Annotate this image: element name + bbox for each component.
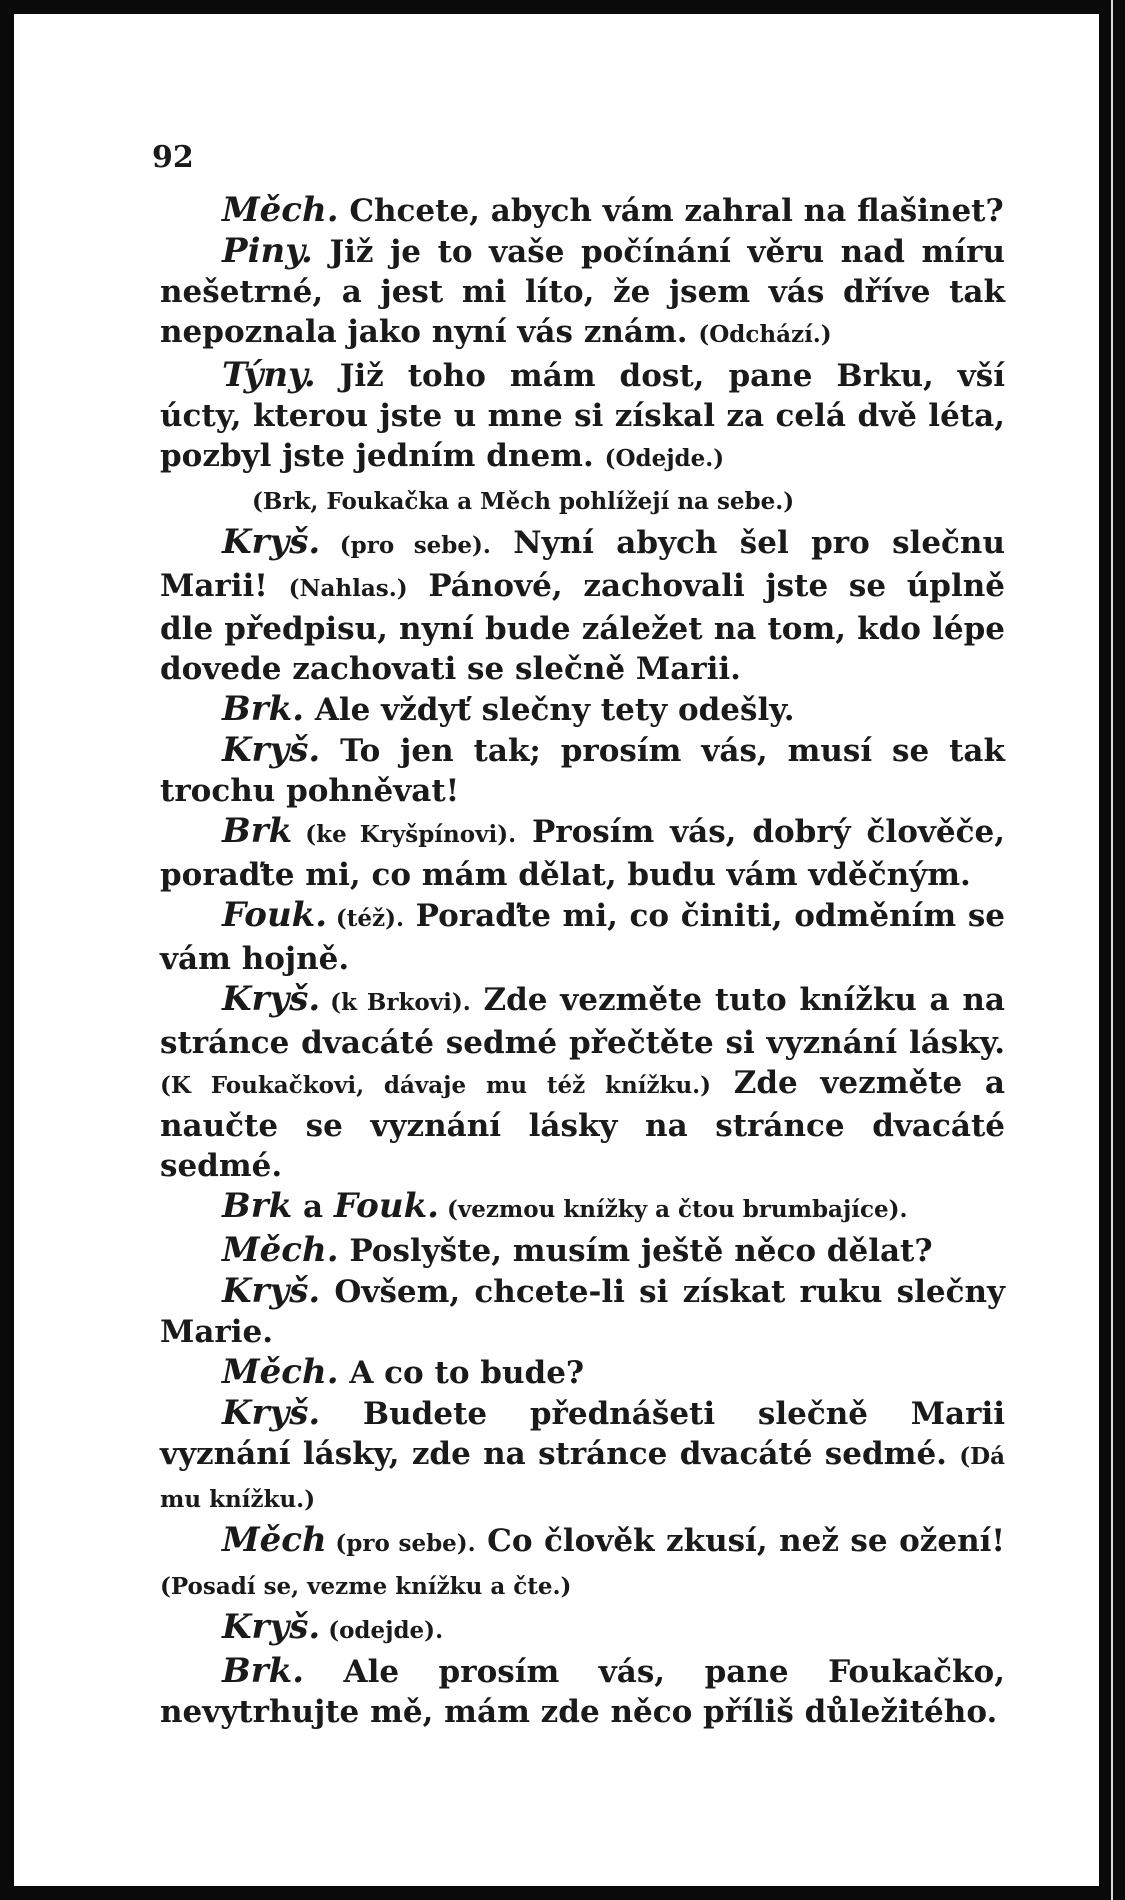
dialogue-text: Prosím vás, dobrý člověče, poraďte mi, co mám dělat, budu vám vděčným. — [160, 814, 1005, 893]
dialogue-text: Již je to vaše počínání věru nad míru nešetrné, a jest mi líto, že jsem vás dříve tak nepoznala jako nyní vás znám. — [160, 234, 1005, 350]
dialogue-text: Ale prosím vás, pane Foukačko, nevytrhujte mě, mám zde něco příliš důležitého. — [160, 1654, 1005, 1730]
dialogue-text: Poraďte mi, co činiti, odměním se vám hojně. — [160, 898, 1005, 977]
dialogue-paragraph — [160, 190, 1005, 231]
page-number: 92 — [152, 140, 194, 175]
dialogue-text: A co to bude? — [338, 1355, 585, 1391]
speaker-name: Měch — [222, 1520, 327, 1560]
dialogue-text: Ale vždyť slečny tety odešly. — [304, 692, 795, 728]
stage-direction: (Nahlas.) — [288, 575, 408, 602]
dialogue-paragraph — [160, 231, 1005, 355]
speaker-name: Brk. — [222, 689, 305, 729]
stage-direction: (Dá mu knížku.) — [160, 1443, 1005, 1513]
dialogue-text: Ovšem, chcete-li si získat ruku slečny Marie. — [160, 1274, 1005, 1350]
dialogue-paragraph — [160, 355, 1005, 479]
dialogue-text: Zde vezměte a naučte se vyznání lásky na stránce dvacáté sedmé. — [160, 1065, 1005, 1184]
stage-direction: (odejde). — [320, 1617, 444, 1644]
dialogue-text: Poslyšte, musím ještě něco dělat? — [338, 1233, 933, 1269]
stage-direction: (Posadí se, vezme knížku a čte.) — [160, 1573, 572, 1600]
stage-direction: (K Foukačkovi, dávaje mu též knížku.) — [160, 1072, 712, 1099]
stage-direction: (Odchází.) — [698, 321, 832, 348]
dialogue-paragraph — [160, 1271, 1005, 1352]
dialogue-paragraph — [160, 1607, 1005, 1651]
dialogue-paragraph — [160, 1352, 1005, 1393]
dialogue-paragraph — [160, 730, 1005, 811]
dialogue-paragraph — [160, 1230, 1005, 1271]
speaker-name: Brk — [222, 811, 293, 851]
speaker-name: Měch. — [222, 1230, 339, 1270]
dialogue-text: Co člověk zkusí, než se ožení! — [475, 1523, 1006, 1559]
play-text — [160, 190, 1005, 1732]
dialogue-paragraph — [160, 895, 1005, 979]
dialogue-text: Nyní abych šel pro slečnu Marii! — [160, 525, 1006, 604]
stage-direction: (Odejde.) — [604, 445, 725, 472]
speaker-name: Kryš. — [222, 1271, 321, 1311]
dialogue-paragraph — [160, 522, 1005, 689]
speaker-name: Fouk. — [222, 895, 328, 935]
dialogue-paragraph — [160, 811, 1005, 895]
stage-direction-line — [160, 479, 1005, 522]
dialogue-text: a — [292, 1189, 334, 1225]
dialogue-text: Již toho mám dost, pane Brku, vší úcty, kterou jste u mne si získal za celá dvě léta, pozbyl jste jedním dnem. — [160, 358, 1005, 474]
stage-direction: (Brk, Foukačka a Měch pohlížejí na sebe.) — [252, 488, 795, 515]
dialogue-text: Chcete, abych vám zahral na flašinet? — [338, 193, 1004, 229]
speaker-name: Piny. — [222, 231, 313, 271]
speaker-name: Kryš. — [222, 522, 321, 562]
speaker-name: Týny. — [222, 355, 316, 395]
dialogue-text: Pánové, zachovali jste se úplně dle předpisu, nyní bude záležet na tom, kdo lépe dovede zachovati se slečně Marii. — [160, 568, 1006, 687]
dialogue-paragraph — [160, 1186, 1005, 1230]
stage-direction: (vezmou knížky a čtou brumbajíce). — [438, 1196, 908, 1223]
stage-direction: (pro sebe). — [320, 532, 491, 559]
dialogue-text: To jen tak; prosím vás, musí se tak trochu pohněvat! — [160, 733, 1005, 809]
stage-direction: (pro sebe). — [326, 1530, 476, 1557]
page-edge-line — [1111, 0, 1113, 1900]
speaker-name: Brk — [222, 1186, 293, 1226]
dialogue-text: Budete přednášeti slečně Marii vyznání lásky, zde na stránce dvacáté sedmé. — [160, 1396, 1005, 1472]
speaker-name: Kryš. — [222, 979, 321, 1019]
speaker-name: Kryš. — [222, 1393, 321, 1433]
dialogue-text: Zde vezměte tuto knížku a na stránce dvacáté sedmé přečtěte si vyznání lásky. — [160, 982, 1005, 1061]
dialogue-paragraph — [160, 1393, 1005, 1520]
speaker-name: Měch. — [222, 190, 339, 230]
stage-direction: (k Brkovi). — [320, 989, 471, 1016]
speaker-name: Brk. — [222, 1651, 305, 1691]
speaker-name: Fouk. — [333, 1186, 439, 1226]
speaker-name: Kryš. — [222, 730, 321, 770]
scan-edge — [1099, 0, 1125, 1900]
speaker-name: Kryš. — [222, 1607, 321, 1647]
dialogue-paragraph — [160, 689, 1005, 730]
dialogue-paragraph — [160, 1520, 1005, 1607]
speaker-name: Měch. — [222, 1352, 339, 1392]
dialogue-paragraph — [160, 979, 1005, 1186]
dialogue-paragraph — [160, 1651, 1005, 1732]
stage-direction: (ke Kryšpínovi). — [292, 821, 517, 848]
stage-direction: (též). — [327, 905, 405, 932]
